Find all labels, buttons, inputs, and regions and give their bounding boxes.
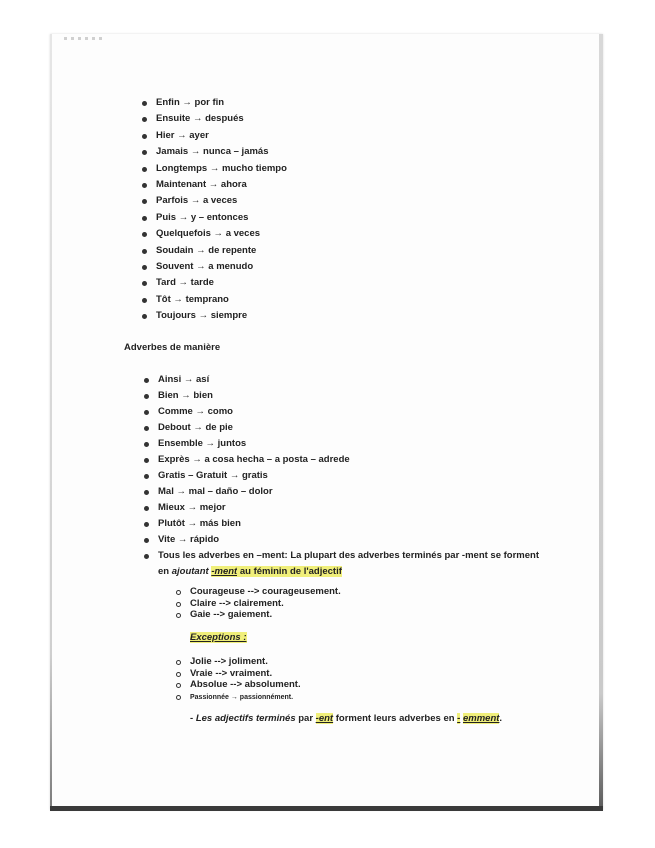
list-item: Debout → de pie	[142, 420, 350, 436]
section-heading-manner: Adverbes de manière	[124, 342, 221, 353]
list-item: Jamais → nunca – jamás	[140, 144, 287, 160]
bullet-icon	[142, 232, 147, 237]
arrow-icon: →	[192, 113, 203, 125]
arrow-icon: →	[181, 390, 191, 401]
arrow-icon: →	[187, 518, 198, 529]
circle-bullet-icon	[176, 683, 181, 688]
circle-bullet-icon	[176, 613, 181, 618]
circle-bullet-icon	[176, 695, 181, 700]
circle-bullet-icon	[176, 590, 181, 595]
bullet-icon	[144, 458, 149, 463]
bullet-icon	[144, 538, 149, 543]
bullet-icon	[142, 314, 147, 319]
bullet-icon	[144, 522, 149, 527]
bullet-icon	[144, 394, 149, 399]
list-item: Claire --> clairement.	[176, 598, 341, 610]
list-item: Mieux → mejor	[142, 500, 350, 516]
arrow-icon: →	[182, 97, 192, 108]
bullet-icon	[142, 199, 147, 204]
bullet-icon	[142, 134, 147, 139]
bullet-icon	[142, 298, 147, 303]
list-item: Bien → bien	[142, 388, 350, 404]
list-item: Parfois → a veces	[140, 193, 287, 209]
arrow-icon: →	[190, 146, 201, 158]
arrow-icon: →	[193, 422, 203, 433]
arrow-icon: →	[176, 486, 186, 497]
highlighted-suffix: -ment	[211, 566, 238, 577]
list-item: Hier → ayer	[140, 128, 287, 144]
bullet-icon	[144, 474, 149, 479]
list-item: Mal → mal – daño – dolor	[142, 484, 350, 500]
arrow-icon: →	[190, 195, 201, 207]
list-item: Exprès → a cosa hecha – a posta – adrede	[142, 452, 350, 468]
arrow-icon: →	[178, 211, 189, 223]
list-item: Jolie --> joliment.	[176, 656, 301, 668]
arrow-icon: →	[183, 374, 194, 385]
list-item: Comme → como	[142, 404, 350, 420]
arrow-icon: →	[196, 260, 206, 272]
list-item: Plutôt → más bien	[142, 516, 350, 532]
arrow-icon: →	[213, 228, 224, 240]
arrow-icon: →	[196, 244, 206, 256]
bullet-icon	[144, 490, 149, 495]
arrow-icon: →	[229, 470, 240, 481]
arrow-icon: →	[178, 277, 189, 289]
circle-bullet-icon	[176, 672, 181, 677]
list-item: Quelquefois → a veces	[140, 226, 287, 242]
arrow-icon: →	[192, 454, 202, 465]
list-item: Vite → rápido	[142, 532, 350, 548]
bullet-icon	[144, 426, 149, 431]
arrow-icon: →	[177, 129, 187, 141]
list-item: Gratis – Gratuit → gratis	[142, 468, 350, 484]
arrow-icon: →	[195, 406, 205, 417]
time-adverbs-list	[140, 95, 287, 324]
list-item: Ensuite → después	[140, 111, 287, 127]
list-item: Passionnée → passionnément.	[176, 691, 301, 703]
exceptions-label: Exceptions :	[190, 632, 247, 643]
bullet-icon	[142, 249, 147, 254]
bullet-icon	[142, 183, 147, 188]
bullet-icon	[142, 281, 147, 286]
list-item: Enfin → por fin	[140, 95, 287, 111]
bullet-icon	[144, 410, 149, 415]
list-item: Soudain → de repente	[140, 243, 287, 259]
bullet-icon	[142, 101, 147, 106]
bullet-icon	[144, 554, 149, 559]
arrow-icon: →	[173, 293, 183, 305]
ment-rule-text: Tous les adverbes en –ment: La plupart des adverbes terminés par -ment se forment en ajoutant -ment au féminin de l'adjectif	[158, 550, 539, 577]
list-item: Longtemps → mucho tiempo	[140, 161, 287, 177]
circle-bullet-icon	[176, 660, 181, 665]
list-item: Tard → tarde	[140, 275, 287, 291]
arrow-icon: →	[208, 178, 219, 190]
exceptions-list	[176, 656, 301, 702]
arrow-icon: →	[177, 534, 188, 545]
bullet-icon	[142, 265, 147, 270]
list-item: Souvent → a menudo	[140, 259, 287, 275]
bullet-icon	[144, 378, 149, 383]
arrow-icon: →	[205, 438, 216, 449]
bullet-icon	[144, 506, 149, 511]
list-item: Gaie --> gaiement.	[176, 609, 341, 621]
list-item: Tôt → temprano	[140, 292, 287, 308]
bullet-icon	[142, 117, 147, 122]
list-item: Courageuse --> courageusement.	[176, 586, 341, 598]
list-item: Maintenant → ahora	[140, 177, 287, 193]
list-item: Puis → y – entonces	[140, 210, 287, 226]
list-item: Ainsi → así	[142, 372, 350, 388]
list-item: Toujours → siempre	[140, 308, 287, 324]
manner-adverbs-list	[142, 372, 350, 548]
circle-bullet-icon	[176, 602, 181, 607]
ment-rule-item	[142, 548, 542, 580]
final-note: - Les adjectifs terminés par -ent forment leurs adverbes en - emment.	[190, 713, 503, 724]
bullet-icon	[142, 216, 147, 221]
bullet-icon	[142, 167, 147, 172]
bullet-icon	[142, 150, 147, 155]
arrow-icon: →	[198, 310, 209, 322]
list-item: Ensemble → juntos	[142, 436, 350, 452]
bullet-icon	[144, 442, 149, 447]
arrow-icon: →	[187, 502, 198, 513]
arrow-icon: →	[209, 162, 220, 174]
list-item: Vraie --> vraiment.	[176, 668, 301, 680]
list-item: Absolue --> absolument.	[176, 679, 301, 691]
examples-list	[176, 586, 341, 621]
